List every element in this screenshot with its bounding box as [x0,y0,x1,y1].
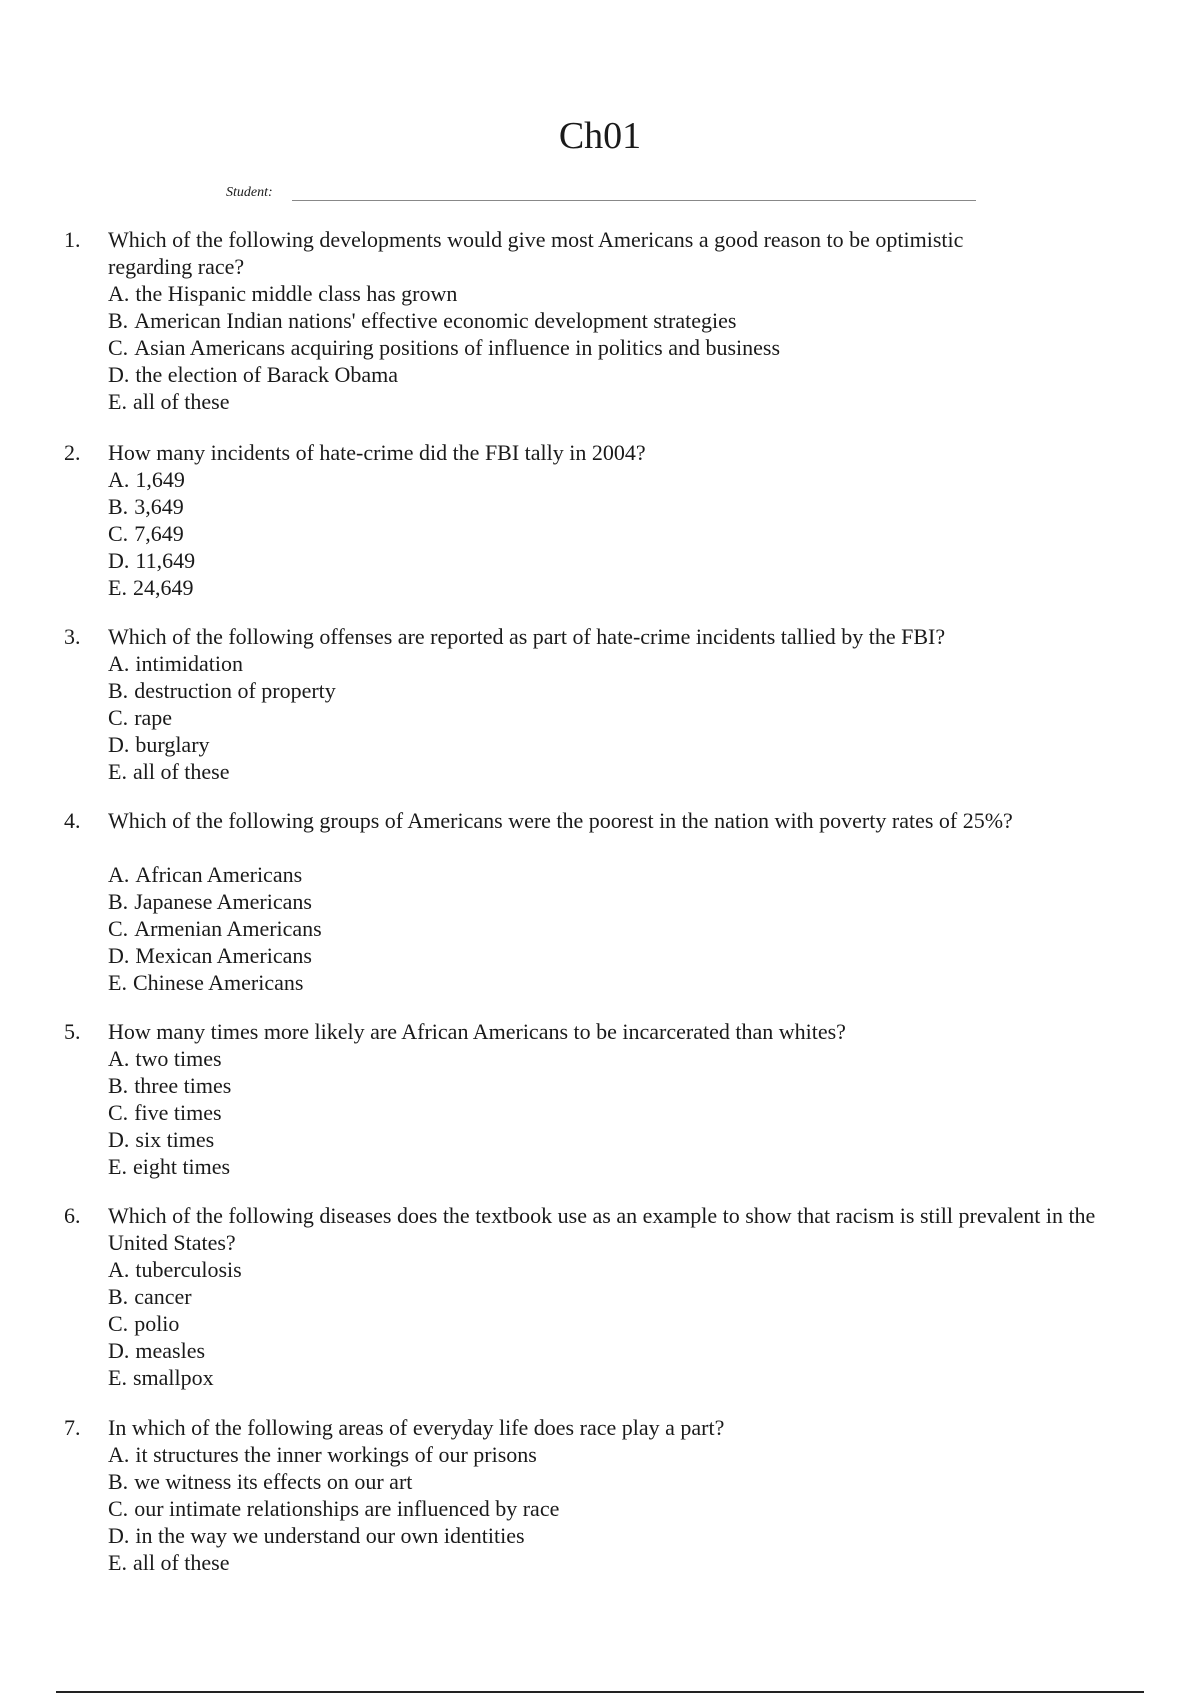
question-3 [64,623,1144,785]
answer-option [108,1072,1144,1099]
answer-option [108,493,1144,520]
answer-option [108,1495,1144,1522]
option-text: six times [135,1127,215,1152]
option-text: destruction of property [134,678,336,703]
question-number: 2. [64,440,81,465]
student-name-line [292,200,976,201]
question-2 [64,439,1144,601]
answer-option [108,1099,1144,1126]
answer-option [108,758,1144,785]
option-text: rape [134,705,173,730]
option-text: intimidation [135,651,243,676]
option-letter: A. [108,1442,130,1467]
student-label: Student: [226,185,273,200]
question-text: Which of the following groups of Americans were the poorest in the nation with poverty rates of 25%? [108,808,1013,833]
question-text: Which of the following offenses are reported as part of hate-crime incidents tallied by the FBI? [108,624,946,649]
answer-option [108,704,1144,731]
option-letter: E. [108,970,127,995]
option-letter: B. [108,1284,129,1309]
answer-options [108,861,1144,996]
option-text: all of these [132,389,230,414]
option-text: 7,649 [134,521,184,546]
option-text: the Hispanic middle class has grown [135,281,458,306]
answer-options [108,1045,1144,1180]
option-text: Armenian Americans [134,916,322,941]
option-text: Asian Americans acquiring positions of influence in politics and business [134,335,781,360]
option-text: 1,649 [135,467,185,492]
question-1 [64,226,1144,415]
answer-option [108,388,1144,415]
option-letter: D. [108,548,130,573]
option-letter: E. [108,759,127,784]
option-text: our intimate relationships are influenced by race [134,1496,560,1521]
answer-option [108,888,1144,915]
answer-option [108,1522,1144,1549]
option-letter: D. [108,362,130,387]
answer-option [108,520,1144,547]
option-letter: E. [108,1550,127,1575]
question-7 [64,1414,1144,1576]
option-text: Chinese Americans [132,970,304,995]
page-title: Ch01 [558,115,642,157]
option-letter: C. [108,335,129,360]
answer-option [108,861,1144,888]
option-text: we witness its effects on our art [134,1469,413,1494]
option-letter: B. [108,1073,129,1098]
answer-option [108,466,1144,493]
option-text: tuberculosis [135,1257,242,1282]
option-letter: A. [108,1046,130,1071]
option-text: polio [134,1311,180,1336]
option-letter: E. [108,389,127,414]
answer-option [108,1153,1144,1180]
option-text: Japanese Americans [134,889,312,914]
option-text: American Indian nations' effective economic development strategies [134,308,737,333]
question-text: Which of the following developments would give most Americans a good reason to be optimistic regarding race? [108,227,964,279]
answer-option [108,280,1144,307]
option-text: two times [135,1046,222,1071]
answer-option [108,1549,1144,1576]
option-text: burglary [135,732,210,757]
option-letter: C. [108,1311,129,1336]
option-text: eight times [132,1154,231,1179]
question-number: 1. [64,227,81,252]
answer-option [108,731,1144,758]
answer-option [108,969,1144,996]
option-text: Mexican Americans [135,943,312,968]
footer-divider [56,1691,1144,1693]
answer-option [108,1364,1144,1391]
answer-option [108,1468,1144,1495]
answer-option [108,574,1144,601]
answer-option [108,1283,1144,1310]
option-text: measles [135,1338,206,1363]
question-number: 5. [64,1019,81,1044]
question-number: 3. [64,624,81,649]
option-text: the election of Barack Obama [135,362,399,387]
option-text: in the way we understand our own identities [135,1523,525,1548]
option-text: five times [134,1100,222,1125]
option-text: it structures the inner workings of our prisons [135,1442,537,1467]
question-4 [64,807,1144,996]
question-5 [64,1018,1144,1180]
answer-option [108,1126,1144,1153]
option-letter: C. [108,1496,129,1521]
answer-options [108,280,1144,415]
question-text: Which of the following diseases does the textbook use as an example to show that racism is still prevalent in the United States? [108,1203,1096,1255]
question-text: How many times more likely are African Americans to be incarcerated than whites? [108,1019,846,1044]
option-letter: A. [108,1257,130,1282]
student-name-row [226,181,976,203]
answer-option [108,677,1144,704]
answer-option [108,915,1144,942]
question-text: In which of the following areas of everyday life does race play a part? [108,1415,725,1440]
option-text: three times [134,1073,232,1098]
option-text: African Americans [135,862,303,887]
option-letter: D. [108,1338,130,1363]
option-letter: C. [108,521,129,546]
question-text: How many incidents of hate-crime did the FBI tally in 2004? [108,440,646,465]
option-letter: D. [108,1523,130,1548]
answer-option [108,1256,1144,1283]
answer-options [108,1441,1144,1576]
answer-option [108,547,1144,574]
option-text: all of these [132,1550,230,1575]
option-letter: C. [108,916,129,941]
option-text: smallpox [132,1365,214,1390]
option-text: 3,649 [134,494,184,519]
answer-option [108,1337,1144,1364]
option-text: cancer [134,1284,192,1309]
option-letter: A. [108,467,130,492]
answer-option [108,307,1144,334]
answer-option [108,361,1144,388]
option-letter: D. [108,1127,130,1152]
question-number: 7. [64,1415,81,1440]
option-letter: D. [108,943,130,968]
question-number: 6. [64,1203,81,1228]
option-letter: C. [108,705,129,730]
option-letter: E. [108,1365,127,1390]
option-letter: E. [108,1154,127,1179]
option-letter: A. [108,862,130,887]
option-letter: A. [108,651,130,676]
option-letter: B. [108,889,129,914]
option-letter: B. [108,1469,129,1494]
option-text: 24,649 [132,575,194,600]
option-letter: A. [108,281,130,306]
answer-options [108,1256,1144,1391]
option-letter: E. [108,575,127,600]
option-letter: B. [108,308,129,333]
question-number: 4. [64,808,81,833]
answer-option [108,1441,1144,1468]
answer-option [108,334,1144,361]
answer-option [108,1310,1144,1337]
question-6 [64,1202,1144,1391]
option-text: 11,649 [135,548,196,573]
option-letter: D. [108,732,130,757]
option-letter: B. [108,494,129,519]
answer-option [108,650,1144,677]
option-text: all of these [132,759,230,784]
answer-option [108,1045,1144,1072]
question-list [64,226,1144,1576]
option-letter: B. [108,678,129,703]
option-letter: C. [108,1100,129,1125]
answer-options [108,466,1144,601]
answer-options [108,650,1144,785]
answer-option [108,942,1144,969]
